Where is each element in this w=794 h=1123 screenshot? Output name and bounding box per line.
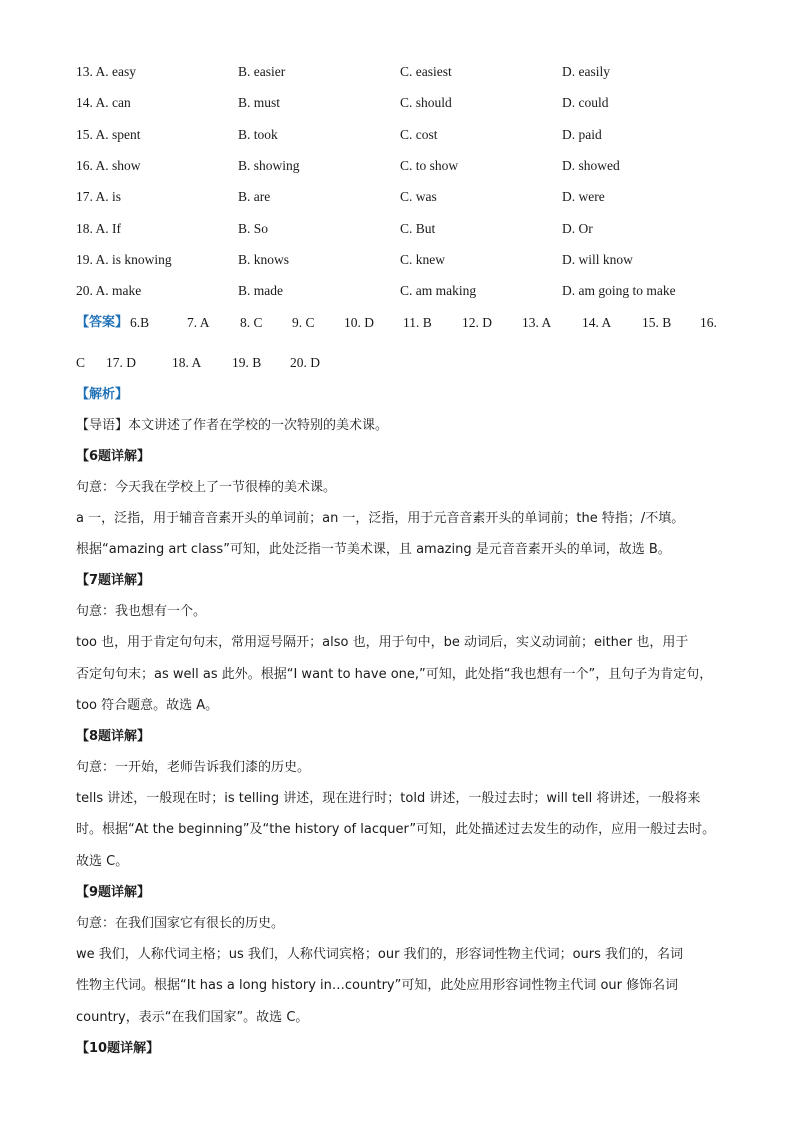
q9-line: country，表示“在我们国家”。故选 C。 [76,1010,309,1025]
q9-title: 【9题详解】 [76,885,151,900]
option-c: C. easiest [400,64,452,79]
answer-item: 20. D [290,355,320,370]
option-b: B. took [238,126,278,142]
answers-row-2 [76,353,736,373]
option-b: B. easier [238,64,286,79]
q8-line: tells 讲述，一般现在时；is telling 讲述，现在进行时；told 讲述，一般过去时；will tell 将讲述，一般将来 [76,791,701,806]
option-a: 15. A. spent [76,126,141,142]
answer-item: 8. C [240,315,263,330]
q6-line: a 一，泛指，用于辅音音素开头的单词前；an 一，泛指，用于元音音素开头的单词前；the 特指；/不填。 [76,511,685,526]
option-c: C. should [400,95,452,111]
q10-title: 【10题详解】 [76,1041,160,1056]
q7-line: too 也，用于肯定句句末，常用逗号隔开；also 也，用于句中，be 动词后，实义动词前；either 也，用于 [76,635,689,650]
q6-meaning: 句意：今天我在学校上了一节很棒的美术课。 [76,480,337,495]
answer-item: 10. D [344,315,374,330]
option-a: 14. A. can [76,95,131,111]
option-a: 19. A. is knowing [76,251,172,267]
q6-line: 根据“amazing art class”可知，此处泛指一节美术课，且 amazing 是元音音素开头的单词，故选 B。 [76,542,671,557]
answer-item: 17. D [106,355,136,370]
option-c: C. But [400,220,436,236]
option-c: C. was [400,189,437,205]
q7-meaning: 句意：我也想有一个。 [76,604,207,619]
option-d: D. could [562,95,609,111]
q8-meaning: 句意：一开始，老师告诉我们漆的历史。 [76,760,311,775]
option-c: C. am making [400,283,477,299]
answer-item: 16. [700,315,717,330]
q9-line: we 我们，人称代词主格；us 我们，人称代词宾格；our 我们的，形容词性物主代词；ours 我们的，名词 [76,947,684,962]
option-d: D. easily [562,64,610,79]
answer-item: 19. B [232,355,262,370]
option-b: B. So [238,220,269,236]
q7-line: 否定句句末；as well as 此外。根据“I want to have one,”可知，此处指“我也想有一个”，且句子为肯定句， [76,667,713,682]
option-c: C. to show [400,157,459,173]
option-a: 16. A. show [76,157,141,173]
option-a: 20. A. make [76,283,142,299]
option-c: C. cost [400,126,438,142]
q7-line: too 符合题意。故选 A。 [76,698,219,713]
q9-line: 性物主代词。根据“It has a long history in…country”可知，此处应用形容词性物主代词 our 修饰名词 [76,978,679,993]
q8-line: 故选 C。 [76,854,129,869]
answers-row-1 [76,313,736,333]
option-a: 13. A. easy [76,64,136,79]
answer-item: 15. B [642,315,672,330]
option-d: D. paid [562,126,602,142]
q6-title: 【6题详解】 [76,449,151,464]
answer-item: 9. C [292,315,315,330]
q8-line: 时。根据“At the beginning”及“the history of lacquer”可知，此处描述过去发生的动作，应用一般过去时。 [76,822,716,837]
option-c: C. knew [400,251,445,267]
q9-meaning: 句意：在我们国家它有很长的历史。 [76,916,285,931]
answer-label: 【答案】 [76,315,129,330]
answer-item: 14. A [582,315,612,330]
answer-item: 13. A [522,315,552,330]
option-d: D. will know [562,251,633,267]
option-d: D. Or [562,220,593,236]
option-b: B. must [238,95,281,111]
q8-title: 【8题详解】 [76,729,151,744]
answer-item: 12. D [462,315,492,330]
answer-item: 6.B [130,315,150,330]
option-a: 18. A. If [76,220,121,236]
option-b: B. showing [238,157,300,173]
q7-title: 【7题详解】 [76,573,151,588]
answer-item: 11. B [403,315,432,330]
option-d: D. am going to make [562,283,676,299]
option-b: B. are [238,189,271,205]
option-b: B. knows [238,251,290,267]
intro-text: 【导语】本文讲述了作者在学校的一次特别的美术课。 [76,418,389,433]
answer-item: 7. A [187,315,210,330]
option-d: D. showed [562,157,620,173]
answer-item: 18. A [172,355,202,370]
option-d: D. were [562,189,605,205]
option-b: B. made [238,283,283,299]
option-a: 17. A. is [76,189,122,205]
analysis-label: 【解析】 [76,387,129,402]
answer-item: C [76,355,86,370]
